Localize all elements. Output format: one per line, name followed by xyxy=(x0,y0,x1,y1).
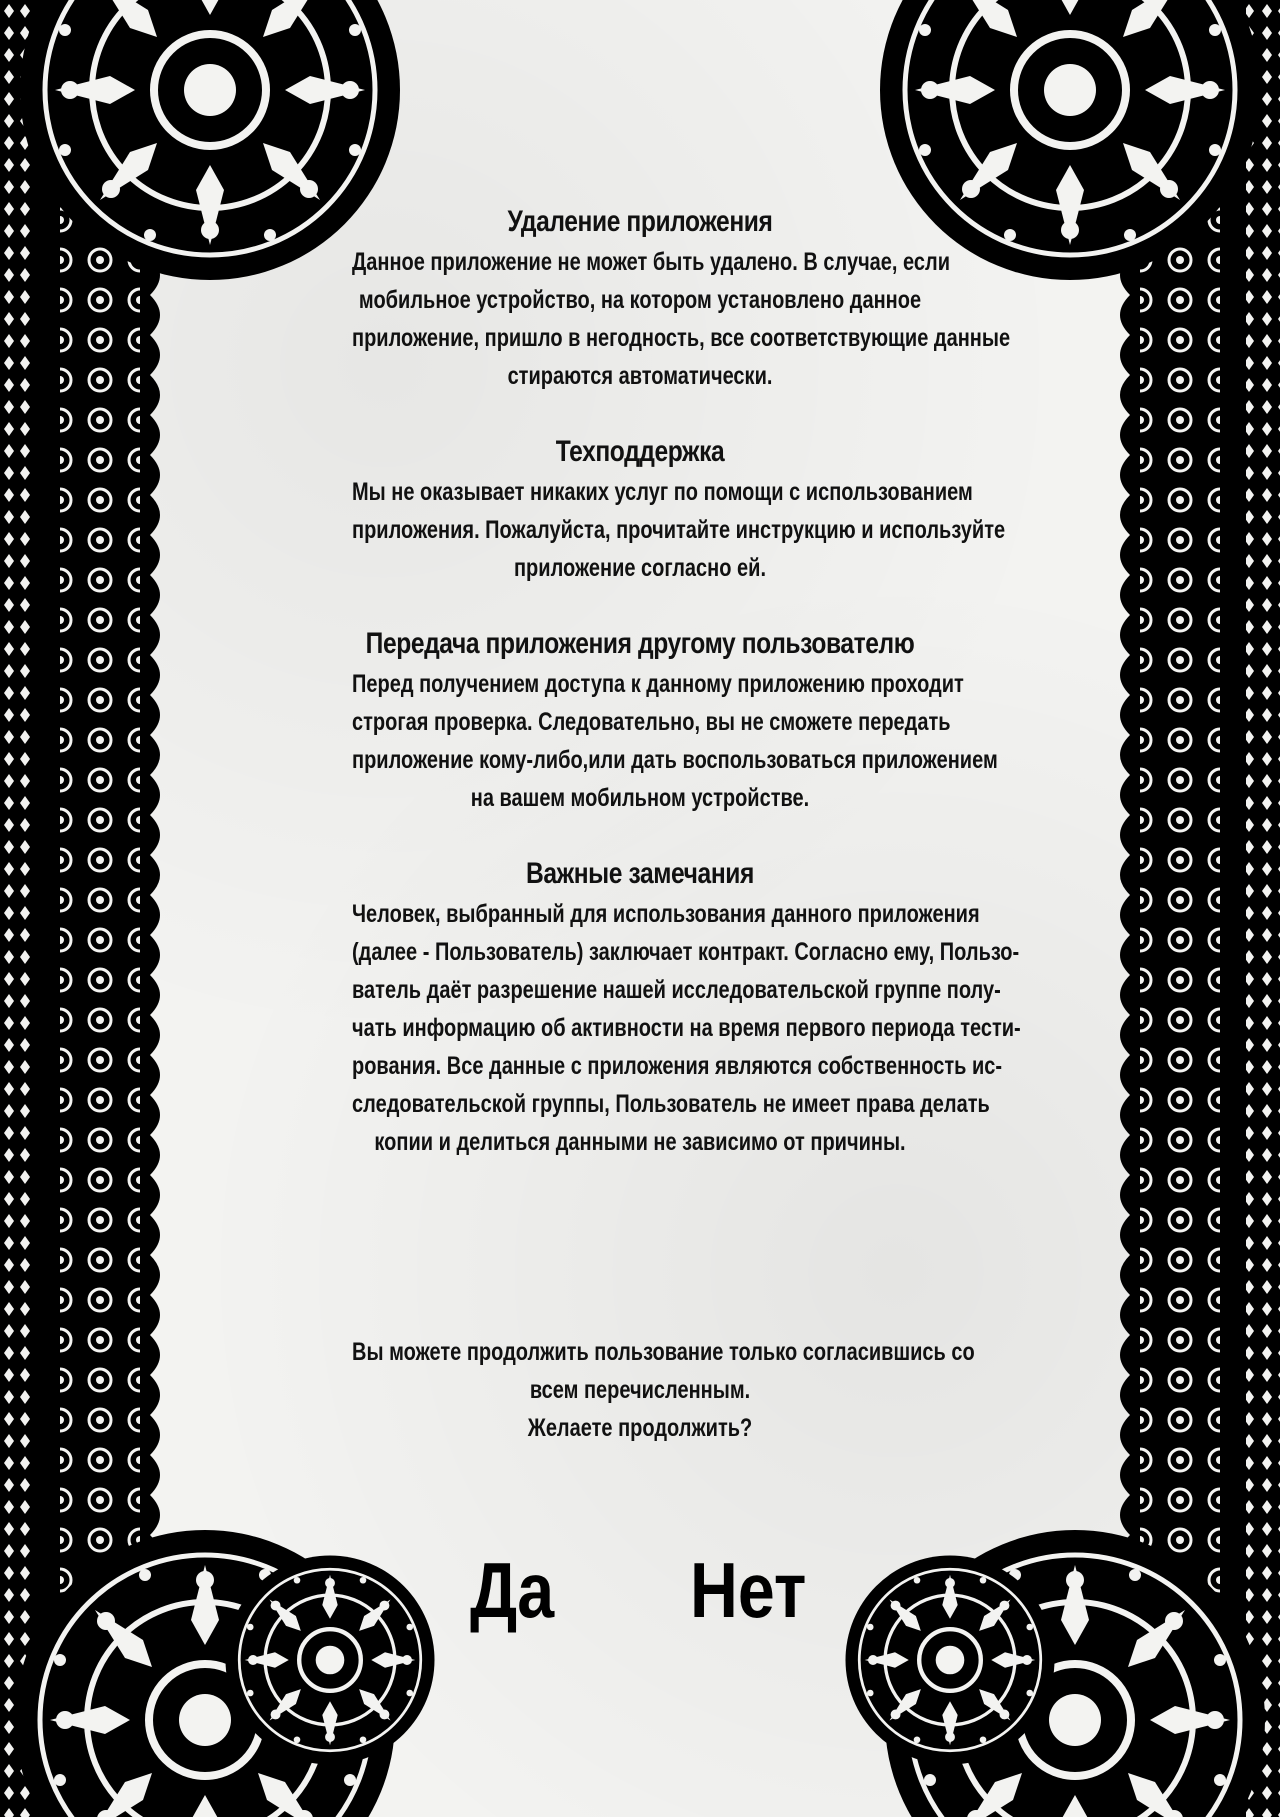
continue-prompt xyxy=(280,1333,1000,1447)
text-line: ватель даёт разрешение нашей исследовательской группе полу- xyxy=(352,976,1001,1004)
section-title: Важные замечания xyxy=(526,857,754,890)
prompt-line: Вы можете продолжить пользование только согласившись со xyxy=(352,1338,975,1366)
section-transfer xyxy=(280,627,1000,817)
section-title: Техподдержка xyxy=(555,435,725,468)
text-line: Перед получением доступа к данному приложению проходит xyxy=(352,670,964,698)
rosette-mid-bottom-left xyxy=(226,1556,435,1765)
text-line: Мы не оказывает никаких услуг по помощи с использованием xyxy=(352,478,973,506)
section-title: Передача приложения другому пользователю xyxy=(365,627,915,660)
rosette-mid-bottom-right xyxy=(846,1556,1055,1765)
text-line: мобильное устройство, на котором установлено данное xyxy=(358,286,922,314)
text-line: приложение, пришло в негодность, все соответствующие данные xyxy=(352,324,1011,352)
section-title: Удаление приложения xyxy=(507,205,773,238)
text-line: следовательской группы, Пользователь не имеет права делать xyxy=(352,1090,990,1118)
text-line: стираются автоматически. xyxy=(507,362,773,390)
text-line: чать информацию об активности на время первого периода тести- xyxy=(352,1014,1021,1042)
section-support xyxy=(280,435,1006,587)
no-button[interactable]: Нет xyxy=(690,1546,807,1634)
prompt-line: Желаете продолжить? xyxy=(527,1414,753,1442)
text-line: (далее - Пользователь) заключает контракт. Согласно ему, Пользо- xyxy=(352,938,1020,966)
text-line: на вашем мобильном устройстве. xyxy=(470,784,810,812)
text-line: Данное приложение не может быть удалено. В случае, если xyxy=(352,248,951,276)
text-line: приложения. Пожалуйста, прочитайте инструкцию и используйте xyxy=(352,516,1006,544)
prompt-line: всем перечисленным. xyxy=(529,1376,751,1404)
text-line: Человек, выбранный для использования данного приложения xyxy=(352,900,980,928)
text-line: приложение кому-либо,или дать воспользоваться приложением xyxy=(352,746,998,774)
text-line: строгая проверка. Следовательно, вы не сможете передать xyxy=(352,708,951,736)
terms-content xyxy=(280,205,1021,1201)
yes-button[interactable]: Да xyxy=(470,1546,555,1634)
section-important-notes xyxy=(280,857,1021,1161)
section-uninstall xyxy=(280,205,1011,395)
text-line: рования. Все данные с приложения являются собственность ис- xyxy=(352,1052,1003,1080)
text-line: копии и делиться данными не зависимо от причины. xyxy=(374,1128,906,1156)
text-line: приложение согласно ей. xyxy=(513,554,767,582)
